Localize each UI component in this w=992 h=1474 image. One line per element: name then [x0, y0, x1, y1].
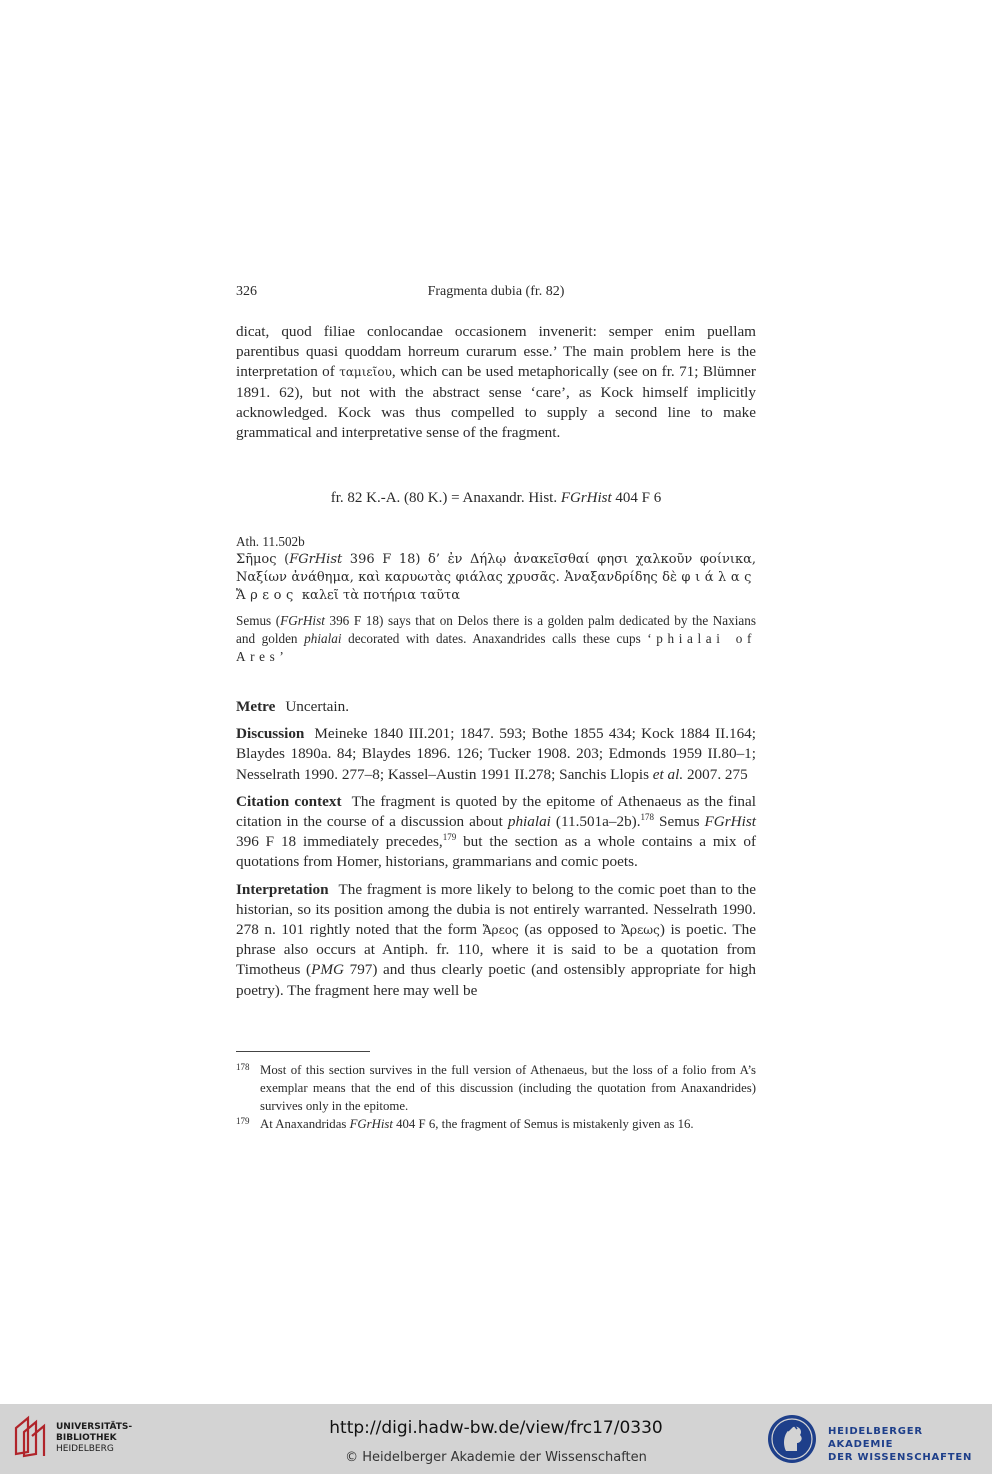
fgrhist-italic: FGrHist	[349, 1117, 393, 1131]
footnote-ref-179[interactable]: 179	[442, 832, 457, 843]
footnote-number: 178	[236, 1062, 250, 1072]
fragment-heading-num: 404 F 6	[611, 490, 662, 506]
permalink-url[interactable]: http://digi.hadw-bw.de/view/frc17/0330	[329, 1418, 663, 1438]
ub-line-2: BIBLIOTHEK	[56, 1433, 117, 1443]
interp-text-2: (as opposed to	[518, 921, 622, 939]
cc-text-5: but the section as a whole contains a mix of quotations from Homer, historians, grammarians and comic poets.	[236, 833, 756, 871]
ub-line-3: HEIDELBERG	[56, 1444, 114, 1454]
greek-citation	[236, 551, 756, 605]
footer-bar	[0, 1404, 992, 1474]
phialai-italic: phialai	[507, 813, 551, 831]
discussion-text-1: Meineke 1840 III.201; 1847. 593; Bothe 1855 434; Kock 1884 II.164; Blaydes 1890a. 84; Blaydes 1896. 126; Tucker 1908. 203; Edmonds 1959 II.80–1; Nesselrath 1990. 277–8; Kassel–Austin 1991 II.278; Sanchis Llopis	[236, 725, 756, 783]
interpretation-section	[236, 880, 756, 1001]
translation-text-3: decorated with dates. Anaxandrides calls these cups	[341, 631, 648, 646]
cc-text-3: Semus	[654, 813, 705, 831]
footnote-text-2: 404 F 6, the fragment of Semus is mistakenly given as 16.	[392, 1117, 694, 1131]
translation	[236, 612, 756, 666]
fgrhist-italic: FGrHist	[560, 490, 612, 506]
footnote-divider	[236, 1051, 370, 1052]
interp-text-4: 797) and thus clearly poetic (and ostensibly appropriate for high poetry). The fragment here may well be	[236, 961, 756, 999]
running-head: Fragmenta dubia (fr. 82)	[427, 284, 565, 299]
fgrhist-italic: FGrHist	[289, 552, 343, 567]
copyright-notice: © Heidelberger Akademie der Wissenschaften	[345, 1450, 647, 1465]
greek-spaced: φιάλας Ἄρεος	[236, 570, 756, 603]
fgrhist-italic: FGrHist	[280, 613, 325, 628]
discussion-text-2: 2007. 275	[683, 765, 748, 783]
fragment-heading	[236, 490, 756, 507]
discussion-section	[236, 724, 756, 785]
translation-text-2: 396 F 18) says that on Delos there is a golden palm dedicated by the Naxians and golden	[236, 613, 757, 646]
interp-text-1: The fragment is more likely to belong to the comic poet than to the historian, so its position among the dubia is not entirely warranted. Nesselrath 1990. 278 n. 101 rightly noted that the form	[236, 880, 756, 939]
fragment-heading-text: (80 K.) = Anaxandr. Hist.	[400, 490, 561, 506]
academy-name	[828, 1425, 992, 1464]
fragment-label: fr. 82 K.-A.	[330, 490, 401, 506]
intro-text-1: dicat, quod filiae conlocandae occasionem invenerit: semper enim puellam parentibus quasi quoddam horreum curarum esse.’ The main problem here is the interpretation of	[236, 323, 756, 381]
hadw-line-2: DER WISSENSCHAFTEN	[828, 1452, 973, 1463]
footnote-number: 179	[236, 1116, 250, 1126]
interp-text-3: ) is poetic. The phrase also occurs at Antiph. fr. 110, where it is said to be a quotation from Timotheus (	[236, 921, 756, 979]
greek-part-c: καλεῖ τὰ ποτήρια ταῦτα	[297, 588, 460, 603]
greek-areos: Ἄρεος	[482, 923, 519, 938]
metre-section	[236, 697, 756, 717]
interpretation-label: Interpretation	[236, 880, 329, 898]
citation-block	[236, 533, 756, 605]
greek-word: ταμιεῖου	[339, 365, 392, 380]
footnote-ref-178[interactable]: 178	[640, 811, 655, 822]
cc-text-4: 396 F 18 immediately precedes,	[236, 833, 443, 851]
intro-paragraph	[236, 322, 756, 443]
greek-part-b: 396 F 18) δ’ ἐν Δήλῳ ἀνακεῖσθαί φησι χαλκοῦν φοίνικα, Ναξίων ἀνάθημα, καὶ καρυωτὰς φιάλας χρυσᾶς. Ἀναξανδρίδης δὲ	[236, 552, 756, 585]
page-number: 326	[236, 284, 257, 299]
discussion-label: Discussion	[236, 725, 305, 743]
phialai-italic: phialai	[304, 631, 342, 646]
cc-text-2: (11.501a–2b).	[550, 813, 641, 831]
greek-part-a: Σῆμος (	[236, 552, 290, 567]
footnote-179	[236, 1115, 756, 1133]
commentary-sections	[236, 697, 756, 1008]
ub-line-1: UNIVERSITÄTS-	[56, 1422, 133, 1432]
footnote-178	[236, 1061, 756, 1115]
citation-context-label: Citation context	[236, 792, 342, 810]
etal-italic: et al.	[652, 765, 684, 783]
translation-text-1: Semus (	[236, 613, 281, 628]
fgrhist-italic: FGrHist	[704, 813, 756, 831]
cc-text-1: The fragment is quoted by the epitome of Athenaeus as the final citation in the course of a discussion about	[236, 792, 756, 831]
greek-areos-2: Ἄρεως	[621, 923, 660, 938]
hadw-line-1: HEIDELBERGER AKADEMIE	[828, 1426, 923, 1450]
footnote-text: At Anaxandridas	[260, 1117, 350, 1131]
citation-source: Ath. 11.502b	[236, 534, 305, 549]
metre-label: Metre	[236, 698, 276, 715]
translation-spaced: ‘phialai of Ares’	[236, 631, 756, 664]
footnotes	[236, 1061, 756, 1133]
pmg-italic: PMG	[311, 961, 344, 979]
academy-seal-icon[interactable]	[766, 1413, 818, 1465]
metre-text: Uncertain.	[285, 698, 350, 715]
footnote-text: Most of this section survives in the full version of Athenaeus, but the loss of a folio from A’s exemplar means that the end of this discussion (including the quotation from Anaxandrides) survives only in the epitome.	[260, 1063, 756, 1113]
citation-context-section	[236, 792, 756, 873]
intro-text-2: , which can be used metaphorically (see on fr. 71; Blümner 1891. 62), but not with the abstract sense ‘care’, as Kock himself implicitly acknowledged. Kock was thus compelled to supply a second line to make grammatical and interpretative sense of the fragment.	[236, 363, 756, 442]
